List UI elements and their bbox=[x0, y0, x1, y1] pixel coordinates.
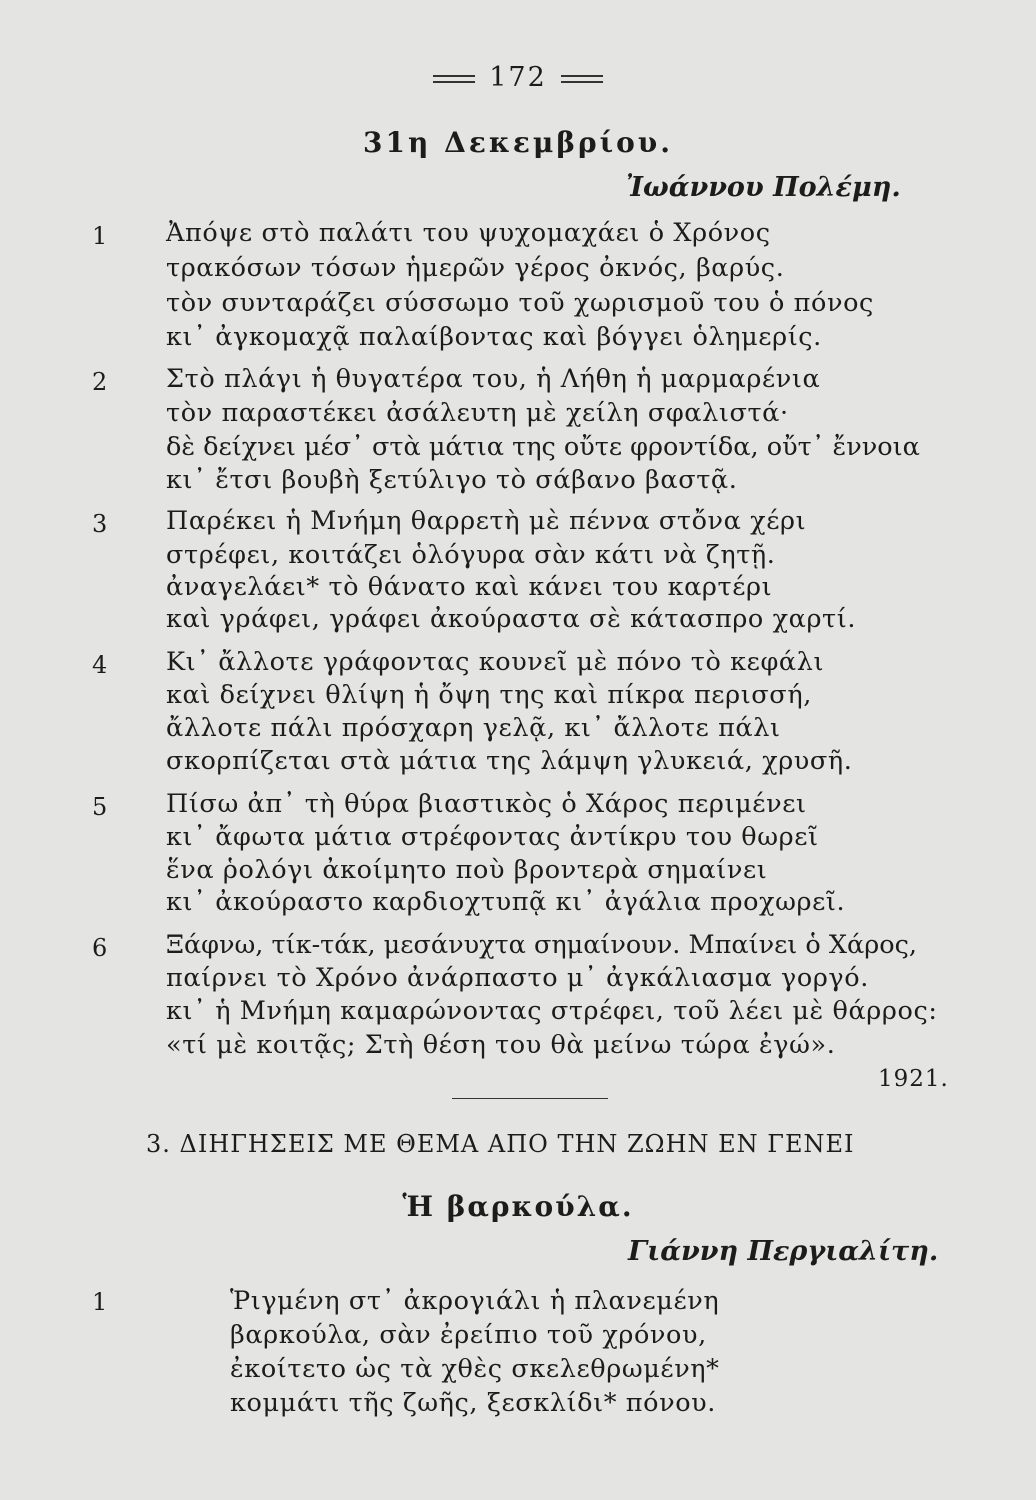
decorative-rule-right bbox=[561, 75, 603, 83]
verse-line: τὸν συνταράζει σύσσωμο τοῦ χωρισμοῦ του ὁ πόνος bbox=[166, 288, 874, 318]
decorative-rule-left bbox=[433, 75, 475, 83]
stanza-number: 3 bbox=[92, 510, 108, 538]
verse-line: βαρκούλα, σὰν ἐρείπιο τοῦ χρόνου, bbox=[230, 1320, 707, 1350]
verse-line: καὶ δείχνει θλίψη ἡ ὄψη της καὶ πίκρα περισσή, bbox=[166, 680, 812, 710]
verse-line: τρακόσων τόσων ἡμερῶν γέρος ὀκνός, βαρύς. bbox=[166, 253, 785, 283]
verse-line: Ἀπόψε στὸ παλάτι του ψυχομαχάει ὁ Χρόνος bbox=[166, 218, 771, 248]
verse-line: ἐκοίτετο ὡς τὰ χθὲς σκελεθρωμένη* bbox=[230, 1354, 720, 1384]
verse-line: Παρέκει ἡ Μνήμη θαρρετὴ μὲ πέννα στὄνα χέρι bbox=[166, 506, 807, 536]
page-number: 172 bbox=[489, 62, 547, 93]
verse-line: σκορπίζεται στὰ μάτια της λάμψη γλυκειά, χρυσῆ. bbox=[166, 746, 853, 776]
poem1-title: 31η Δεκεμβρίου. bbox=[363, 126, 673, 159]
verse-line: Ξάφνω, τίκ-τάκ, μεσάνυχτα σημαίνουν. Μπαίνει ὁ Χάρος, bbox=[166, 930, 917, 960]
stanza-number: 2 bbox=[92, 368, 108, 396]
verse-line: κομμάτι τῆς ζωῆς, ξεσκλίδι* πόνου. bbox=[230, 1388, 716, 1418]
verse-line: Πίσω ἀπ᾽ τὴ θύρα βιαστικὸς ὁ Χάρος περιμένει bbox=[166, 789, 807, 819]
poem2-title: Ἡ βαρκούλα. bbox=[402, 1190, 634, 1223]
poem2-author: Γιάννη Περγιαλίτη. bbox=[628, 1236, 939, 1267]
verse-line: κι᾽ ἔτσι βουβὴ ξετύλιγο τὸ σάβανο βαστᾷ. bbox=[166, 465, 738, 495]
poem1-year: 1921. bbox=[878, 1066, 949, 1092]
verse-line: ἀναγελάει* τὸ θάνατο καὶ κάνει του καρτέρι bbox=[166, 572, 773, 602]
verse-line: Κι᾽ ἄλλοτε γράφοντας κουνεῖ μὲ πόνο τὸ κεφάλι bbox=[166, 647, 825, 677]
page-number-header bbox=[0, 62, 1036, 93]
verse-line: «τί μὲ κοιτᾷς; Στὴ θέση του θὰ μείνω τώρα ἐγώ». bbox=[166, 1030, 836, 1060]
verse-line: Ῥιγμένη στ᾽ ἀκρογιάλι ἡ πλανεμένη bbox=[230, 1286, 720, 1316]
stanza-number: 1 bbox=[92, 222, 108, 250]
verse-line: κι᾽ ἀκούραστο καρδιοχτυπᾷ κι᾽ ἀγάλια προχωρεῖ. bbox=[166, 887, 846, 917]
section-heading: 3. ΔΙΗΓΗΣΕΙΣ ΜΕ ΘΕΜΑ ΑΠΟ ΤΗΝ ΖΩΗΝ ΕΝ ΓΕΝΕΙ bbox=[146, 1130, 855, 1158]
verse-line: στρέφει, κοιτάζει ὁλόγυρα σὰν κάτι νὰ ζητῇ. bbox=[166, 540, 776, 570]
verse-line: ἕνα ῥολόγι ἀκοίμητο ποὺ βροντερὰ σημαίνει bbox=[166, 855, 768, 885]
verse-line: τὸν παραστέκει ἀσάλευτη μὲ χείλη σφαλιστά· bbox=[166, 398, 789, 428]
verse-line: κι᾽ ἀγκομαχᾷ παλαίβοντας καὶ βόγγει ὁλημερίς. bbox=[166, 322, 822, 352]
verse-line: καὶ γράφει, γράφει ἀκούραστα σὲ κάτασπρο χαρτί. bbox=[166, 604, 857, 634]
stanza-number: 4 bbox=[92, 651, 108, 679]
poem1-author: Ἰωάννου Πολέμη. bbox=[626, 172, 901, 203]
verse-line: ἄλλοτε πάλι πρόσχαρη γελᾷ, κι᾽ ἄλλοτε πάλι bbox=[166, 713, 781, 743]
verse-line: Στὸ πλάγι ἡ θυγατέρα του, ἡ Λήθη ἡ μαρμαρένια bbox=[166, 364, 821, 394]
separator-rule bbox=[452, 1098, 608, 1099]
verse-line: δὲ δείχνει μέσ᾽ στὰ μάτια της οὔτε φροντίδα, οὔτ᾽ ἔννοια bbox=[166, 432, 920, 462]
verse-line: παίρνει τὸ Χρόνο ἀνάρπαστο μ᾽ ἀγκάλιασμα γοργό. bbox=[166, 963, 869, 993]
stanza-number: 6 bbox=[92, 934, 108, 962]
stanza-number: 1 bbox=[92, 1288, 108, 1316]
stanza-number: 5 bbox=[92, 793, 108, 821]
verse-line: κι᾽ ἄφωτα μάτια στρέφοντας ἀντίκρυ του θωρεῖ bbox=[166, 822, 819, 852]
verse-line: κι᾽ ἡ Μνήμη καμαρώνοντας στρέφει, τοῦ λέει μὲ θάρρος: bbox=[166, 996, 938, 1026]
